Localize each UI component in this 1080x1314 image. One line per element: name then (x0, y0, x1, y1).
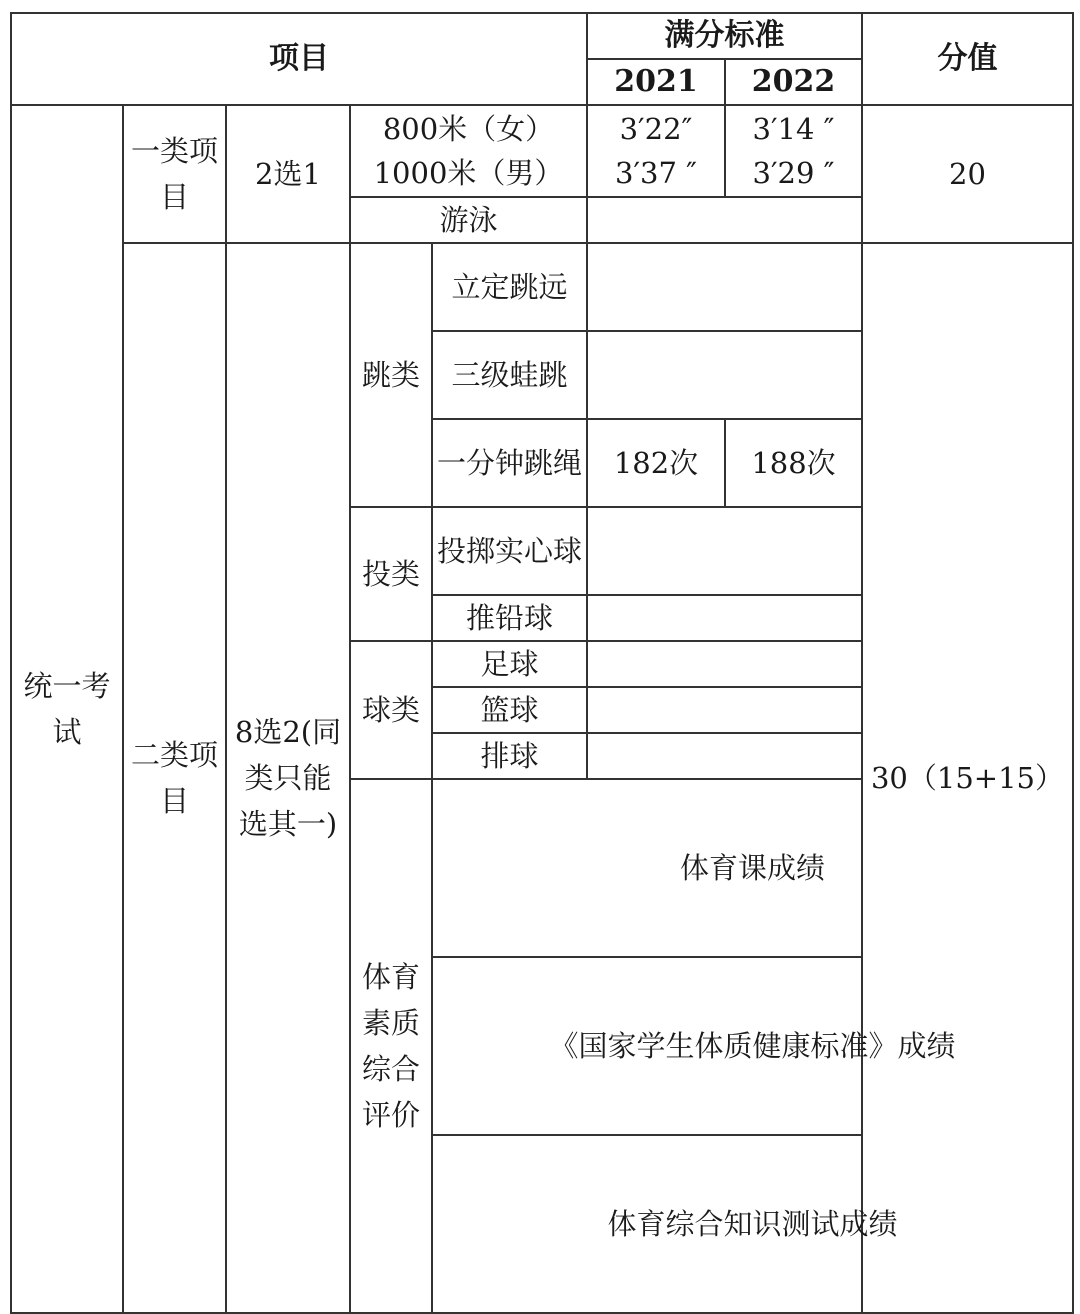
knowledge-test-grade: 体育综合知识测试成绩 (432, 1135, 1073, 1313)
header-score: 分值 (862, 13, 1073, 105)
triple-frog-jump-standard (587, 331, 862, 419)
category1-label: 一类项目 (123, 105, 226, 243)
swim-standard (587, 197, 862, 243)
unified-exam-label: 统一考试 (11, 105, 123, 1313)
header-full-score: 满分标准 (587, 13, 862, 59)
std-2021-female: 3′22″ (619, 112, 693, 146)
run-standard-2022 (725, 105, 862, 197)
basketball-standard (587, 687, 862, 733)
rope-skip: 一分钟跳绳 (432, 419, 587, 507)
fitness-standard-grade: 《国家学生体质健康标准》成绩 (432, 957, 1073, 1135)
category2-choice: 8选2(同类只能选其一) (226, 243, 350, 1313)
header-year-2021: 2021 (587, 59, 725, 105)
running-event (350, 105, 587, 197)
football-standard (587, 641, 862, 687)
medicine-ball: 投掷实心球 (432, 507, 587, 595)
category1-choice: 2选1 (226, 105, 350, 243)
shot-put: 推铅球 (432, 595, 587, 641)
volleyball-standard (587, 733, 862, 779)
run-female: 800米（女） (382, 112, 555, 146)
pe-class-grade: 体育课成绩 (432, 779, 1073, 957)
run-standard-2021 (587, 105, 725, 197)
shot-put-standard (587, 595, 862, 641)
header-year-2022: 2022 (725, 59, 862, 105)
comprehensive-label: 体育素质综合评价 (350, 779, 432, 1313)
std-2022-male: 3′29 ″ (752, 156, 835, 190)
pe-exam-table (10, 12, 1074, 1314)
header-project: 项目 (11, 13, 587, 105)
volleyball: 排球 (432, 733, 587, 779)
throw-group-label: 投类 (350, 507, 432, 641)
category2-score: 30（15+15） (862, 243, 1073, 1313)
category1-score: 20 (862, 105, 1073, 243)
run-male: 1000米（男） (373, 156, 564, 190)
standing-long-jump: 立定跳远 (432, 243, 587, 331)
rope-skip-2021: 182次 (587, 419, 725, 507)
rope-skip-2022: 188次 (725, 419, 862, 507)
swim-event: 游泳 (350, 197, 587, 243)
category2-label: 二类项目 (123, 243, 226, 1313)
triple-frog-jump: 三级蛙跳 (432, 331, 587, 419)
jump-group-label: 跳类 (350, 243, 432, 507)
std-2022-female: 3′14 ″ (752, 112, 835, 146)
basketball: 篮球 (432, 687, 587, 733)
standing-long-jump-standard (587, 243, 862, 331)
ball-group-label: 球类 (350, 641, 432, 779)
medicine-ball-standard (587, 507, 862, 595)
std-2021-male: 3′37 ″ (615, 156, 697, 190)
football: 足球 (432, 641, 587, 687)
